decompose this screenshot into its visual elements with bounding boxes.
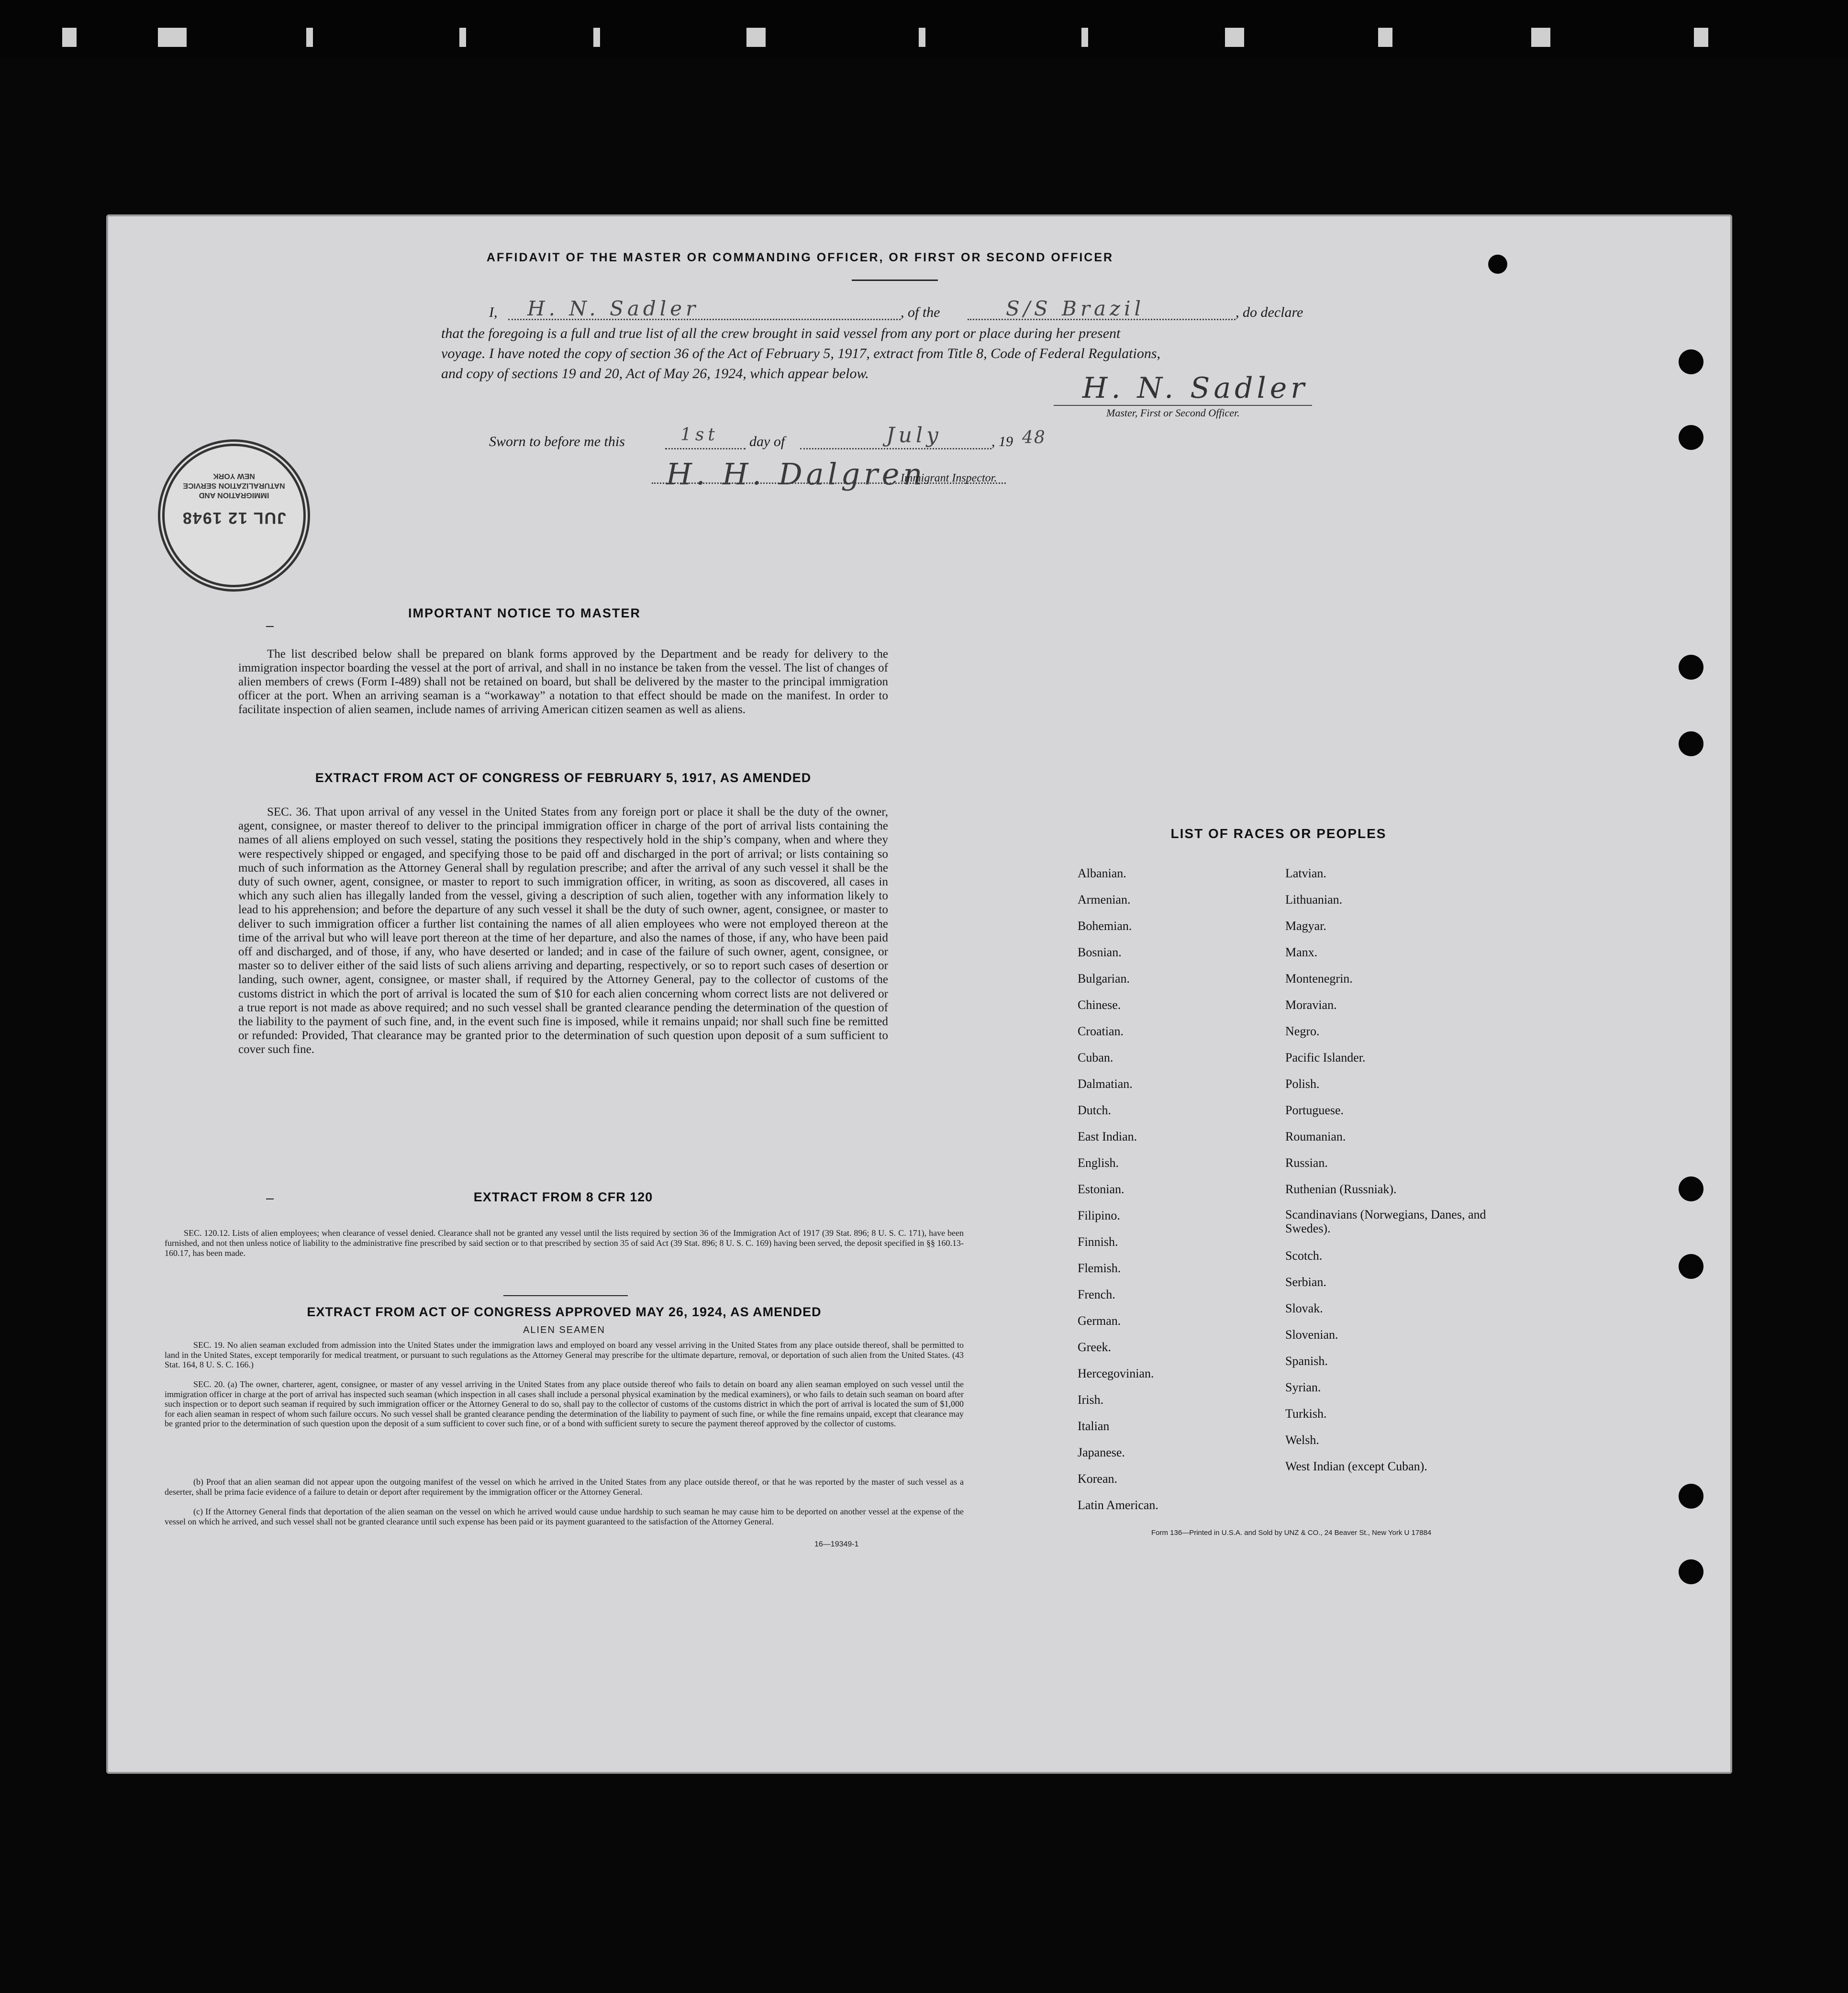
race-item: Polish. bbox=[1285, 1077, 1320, 1091]
master-name-line bbox=[508, 319, 901, 320]
document-page bbox=[106, 214, 1732, 1774]
sworn-day-line bbox=[665, 448, 746, 449]
film-edge-strip bbox=[0, 0, 1848, 57]
race-item: Slovenian. bbox=[1285, 1328, 1338, 1342]
race-item: Cuban. bbox=[1078, 1051, 1113, 1064]
extract-1924-sec20c: (c) If the Attorney General finds that deportation of the alien seaman on the vessel on which he arrived would cause undue hardship to such seaman he may cause him to be deported on another vessel at the expense of the vessel on which he arrived, and such vessel shall not be granted clearance until such expense has been paid or its payment guaranteed to the satisfaction of the Attorney General. bbox=[165, 1507, 964, 1526]
race-item: Dutch. bbox=[1078, 1103, 1112, 1117]
punch-hole bbox=[1679, 1484, 1703, 1509]
race-item: Bohemian. bbox=[1078, 919, 1132, 933]
title-divider bbox=[852, 280, 938, 281]
year-prefix: , 19 bbox=[991, 434, 1013, 449]
do-declare-label: , do declare bbox=[1236, 304, 1303, 320]
race-item: Welsh. bbox=[1285, 1433, 1319, 1447]
extract-1917-body: SEC. 36. That upon arrival of any vessel in the United States from any foreign port or place it shall be the duty of the owner, agent, consignee, or master thereof to deliver to the principal immigration officer in charge of the port of arrival lists containing the names of all aliens employed on such vessel, stating the positions they respectively hold in the ship’s company, when and where they were respectively shipped or engaged, and specifying those to be paid off and discharged in the port of arrival; or lists containing so much of such information as the Attorney General shall by regulation prescribe; and after the arrival of any such vessel it shall be the duty of such owner, agent, consignee, or master to report to such immigration officer, in writing, as soon as discovered, all cases in which any such alien has illegally landed from the vessel, giving a description of such alien, together with any information likely to lead to his apprehension; and before the departure of any such vessel it shall be the duty of such owner, agent, consignee, or master to deliver to such immigration officer a further list containing the names of all alien employees who were not employed thereon at the time of the arrival but who will leave port thereon at the time of her departure, and also the names of those, if any, who have been paid off and discharged, and of those, if any, who have deserted or landed; and in case of the failure of such owner, agent, consignee, or master so to deliver either of the said lists of such aliens arriving and departing, respectively, or so to report such cases of desertion or landing, such owner, agent, consignee, or master shall, if required by the Attorney General, pay to the collector of customs of the customs district in which the port of arrival is located the sum of $10 for each alien concerning whom correct lists are not delivered or a true report is not made as above required; and no such vessel shall be granted clearance pending the determination of the question of the liability to the payment of such fine, and, in the event such fine is imposed, while it remains unpaid; nor shall such fine be remitted or refunded: Provided, That clearance may be granted prior to the determination of such question upon deposit of a sum sufficient to cover such fine. bbox=[238, 806, 888, 1056]
of-the-label: , of the bbox=[901, 304, 940, 320]
race-item: East Indian. bbox=[1078, 1130, 1137, 1143]
race-item: Negro. bbox=[1285, 1024, 1320, 1038]
affidavit-title: AFFIDAVIT OF THE MASTER OR COMMANDING OFFICER, OR FIRST OR SECOND OFFICER bbox=[486, 251, 1114, 264]
race-item: Flemish. bbox=[1078, 1261, 1121, 1275]
punch-hole bbox=[1488, 255, 1507, 274]
race-item: Moravian. bbox=[1285, 998, 1337, 1012]
master-name: H. N. Sadler bbox=[527, 297, 700, 320]
inspector-signature: H. H. Dalgren bbox=[666, 457, 926, 492]
punch-hole bbox=[1679, 349, 1703, 374]
sworn-month: July bbox=[886, 423, 942, 448]
affidavit-body-line-1: that the foregoing is a full and true list of all the crew brought in said vessel from any port or place during her present bbox=[441, 325, 1121, 341]
sworn-day: 1st bbox=[680, 425, 719, 445]
race-item: Roumanian. bbox=[1285, 1130, 1346, 1143]
race-item: Bosnian. bbox=[1078, 945, 1122, 959]
race-item: Russian. bbox=[1285, 1156, 1328, 1170]
race-item: Magyar. bbox=[1285, 919, 1326, 933]
race-item: Korean. bbox=[1078, 1472, 1118, 1486]
received-stamp bbox=[158, 439, 310, 592]
extract-cfr-title: EXTRACT FROM 8 CFR 120 bbox=[473, 1190, 653, 1204]
punch-hole bbox=[1679, 425, 1703, 450]
race-item: Italian bbox=[1078, 1419, 1110, 1433]
race-item: Spanish. bbox=[1285, 1354, 1328, 1368]
punch-hole bbox=[1679, 731, 1703, 756]
races-left-column bbox=[1078, 865, 1250, 1523]
race-item: German. bbox=[1078, 1314, 1121, 1328]
race-item: Filipino. bbox=[1078, 1209, 1120, 1222]
race-item: Pacific Islander. bbox=[1285, 1051, 1366, 1064]
race-item: Finnish. bbox=[1078, 1235, 1118, 1249]
race-item: Manx. bbox=[1285, 945, 1318, 959]
extract-1924-subtitle: ALIEN SEAMEN bbox=[523, 1325, 605, 1335]
affidavit-body-line-3: and copy of sections 19 and 20, Act of May 26, 1924, which appear below. bbox=[441, 366, 869, 381]
extract-cfr-body: SEC. 120.12. Lists of alien employees; when clearance of vessel denied. Clearance shall not be granted any vessel until the lists required by section 36 of the Immigration Act of 1917 (39 Stat. 896; 8 U. S. C. 171), have been furnished, and not then unless notice of liability to the administrative fine prescribed by said section or to that prescribed by section 35 of said Act (39 Stat. 896; 8 U. S. C. 169) having been served, the deposit specified in §§ 160.13-160.17, has been made. bbox=[165, 1228, 964, 1258]
races-title: LIST OF RACES OR PEOPLES bbox=[1170, 826, 1387, 841]
race-item: Serbian. bbox=[1285, 1275, 1326, 1289]
stamp-text: IMMIGRATION AND NATURALIZATION SERVICE NEW YORK bbox=[183, 472, 285, 499]
race-item: Turkish. bbox=[1285, 1407, 1327, 1421]
race-item: Portuguese. bbox=[1285, 1103, 1344, 1117]
form-code: 16—19349-1 bbox=[814, 1540, 859, 1548]
race-item: Estonian. bbox=[1078, 1182, 1124, 1196]
vessel-name-line bbox=[968, 319, 1236, 320]
race-item: West Indian (except Cuban). bbox=[1285, 1459, 1427, 1473]
master-signature-line bbox=[1054, 405, 1312, 406]
inspector-caption: Immigrant Inspector. bbox=[901, 472, 997, 484]
race-item: Armenian. bbox=[1078, 893, 1131, 907]
extract-1917-title: EXTRACT FROM ACT OF CONGRESS OF FEBRUARY 5, 1917, AS AMENDED bbox=[315, 771, 812, 785]
race-item: Latin American. bbox=[1078, 1498, 1158, 1512]
affidavit-body-line-2: voyage. I have noted the copy of section 36 of the Act of February 5, 1917, extract from Title 8, Code of Federal Regulations, bbox=[441, 346, 1161, 361]
race-item: Greek. bbox=[1078, 1340, 1112, 1354]
race-item: Bulgarian. bbox=[1078, 972, 1130, 985]
stamp-date: JUL 12 1948 bbox=[182, 509, 286, 527]
notice-tick bbox=[266, 626, 274, 627]
extract-1924-sec20b: (b) Proof that an alien seaman did not appear upon the outgoing manifest of the vessel on which he arrived in the United States from any place outside thereof, or that he was reported by the master of such vessel as a deserter, shall be prima facie evidence of a failure to detain or deport after requirement by the immigration officer or the Attorney General. bbox=[165, 1477, 964, 1497]
extract-1924-sec20a: SEC. 20. (a) The owner, charterer, agent, consignee, or master of any vessel arriving in the United States from any place outside thereof who fails to detain on board any alien seaman employed on such vessel until the immigration officer in charge at the port of arrival has inspected such seaman (which inspection in all cases shall include a personal physical examination by the medical examiners), or who fails to detain such seaman on board after such inspection or to deport such seaman if required by such immigration officer or the Attorney General to do so, shall pay to the collector of customs of the customs district in which the port of arrival is located the sum of $1,000 for each alien seaman in respect of whom such failure occurs. No such vessel shall be granted clearance pending the determination of the liability to payment of such fine, or while the fine remains unpaid, except that clearance may be granted prior to the determination of such question upon the deposit of a sum sufficient to cover such fine, or of a bond with sufficient surety to secure the payment thereof approved by the collector of customs. bbox=[165, 1379, 964, 1428]
punch-hole bbox=[1679, 1559, 1703, 1584]
race-item: Syrian. bbox=[1285, 1380, 1321, 1394]
race-item: Chinese. bbox=[1078, 998, 1121, 1012]
punch-hole bbox=[1679, 655, 1703, 680]
notice-title: IMPORTANT NOTICE TO MASTER bbox=[408, 606, 641, 620]
race-item: Ruthenian (Russniak). bbox=[1285, 1182, 1397, 1196]
vessel-name: S/S Brazil bbox=[1006, 297, 1145, 320]
race-item: Montenegrin. bbox=[1285, 972, 1353, 985]
race-item: Japanese. bbox=[1078, 1445, 1125, 1459]
cfr-end-divider bbox=[503, 1295, 628, 1296]
race-item: Irish. bbox=[1078, 1393, 1104, 1407]
race-item: Latvian. bbox=[1285, 866, 1326, 880]
race-item: Scotch. bbox=[1285, 1249, 1323, 1263]
master-signature-caption: Master, First or Second Officer. bbox=[1106, 407, 1240, 419]
printer-footer: Form 136—Printed in U.S.A. and Sold by UNZ & CO., 24 Beaver St., New York U 17884 bbox=[1151, 1529, 1432, 1537]
master-signature: H. N. Sadler bbox=[1082, 371, 1308, 405]
race-item: Lithuanian. bbox=[1285, 893, 1343, 907]
sworn-label: Sworn to before me this bbox=[489, 434, 625, 449]
extract-1924-title: EXTRACT FROM ACT OF CONGRESS APPROVED MAY 26, 1924, AS AMENDED bbox=[307, 1305, 822, 1319]
races-right-column bbox=[1285, 865, 1496, 1485]
notice-body: The list described below shall be prepared on blank forms approved by the Department and be ready for delivery to the immigration inspector boarding the vessel at the port of arrival, and shall in no instance be taken from the vessel. The list of changes of alien members of crews (Form I-489) shall not be retained on board, but shall be delivered by the master to the principal immigration officer at the port. When an arriving seaman is a “workaway” a notation to that effect should be made on the manifest. In order to facilitate inspection of alien seamen, include names of arriving American citizen seamen as well as aliens. bbox=[238, 648, 888, 716]
race-item: French. bbox=[1078, 1288, 1115, 1301]
race-item: Albanian. bbox=[1078, 866, 1126, 880]
sworn-month-line bbox=[800, 448, 991, 449]
i-label: I, bbox=[489, 304, 498, 320]
race-item: Hercegovinian. bbox=[1078, 1366, 1154, 1380]
punch-hole bbox=[1679, 1254, 1703, 1279]
punch-hole bbox=[1679, 1176, 1703, 1201]
race-item: Croatian. bbox=[1078, 1024, 1124, 1038]
race-item: Scandinavians (Norwegians, Danes, and Swedes). bbox=[1285, 1208, 1486, 1235]
race-item: English. bbox=[1078, 1156, 1119, 1170]
year-suffix: 48 bbox=[1022, 428, 1046, 448]
race-item: Slovak. bbox=[1285, 1301, 1323, 1315]
day-of-label: day of bbox=[749, 434, 785, 449]
race-item: Dalmatian. bbox=[1078, 1077, 1133, 1091]
extract-1924-sec19: SEC. 19. No alien seaman excluded from admission into the United States under the immigration laws and employed on board any vessel arriving in the United States from any place outside thereof, shall be permitted to land in the United States, except temporarily for medical treatment, or pursuant to such regulations as the Attorney General may prescribe for the ultimate departure, removal, or deportation of such alien from the United States. (43 Stat. 164, 8 U. S. C. 166.) bbox=[165, 1340, 964, 1369]
